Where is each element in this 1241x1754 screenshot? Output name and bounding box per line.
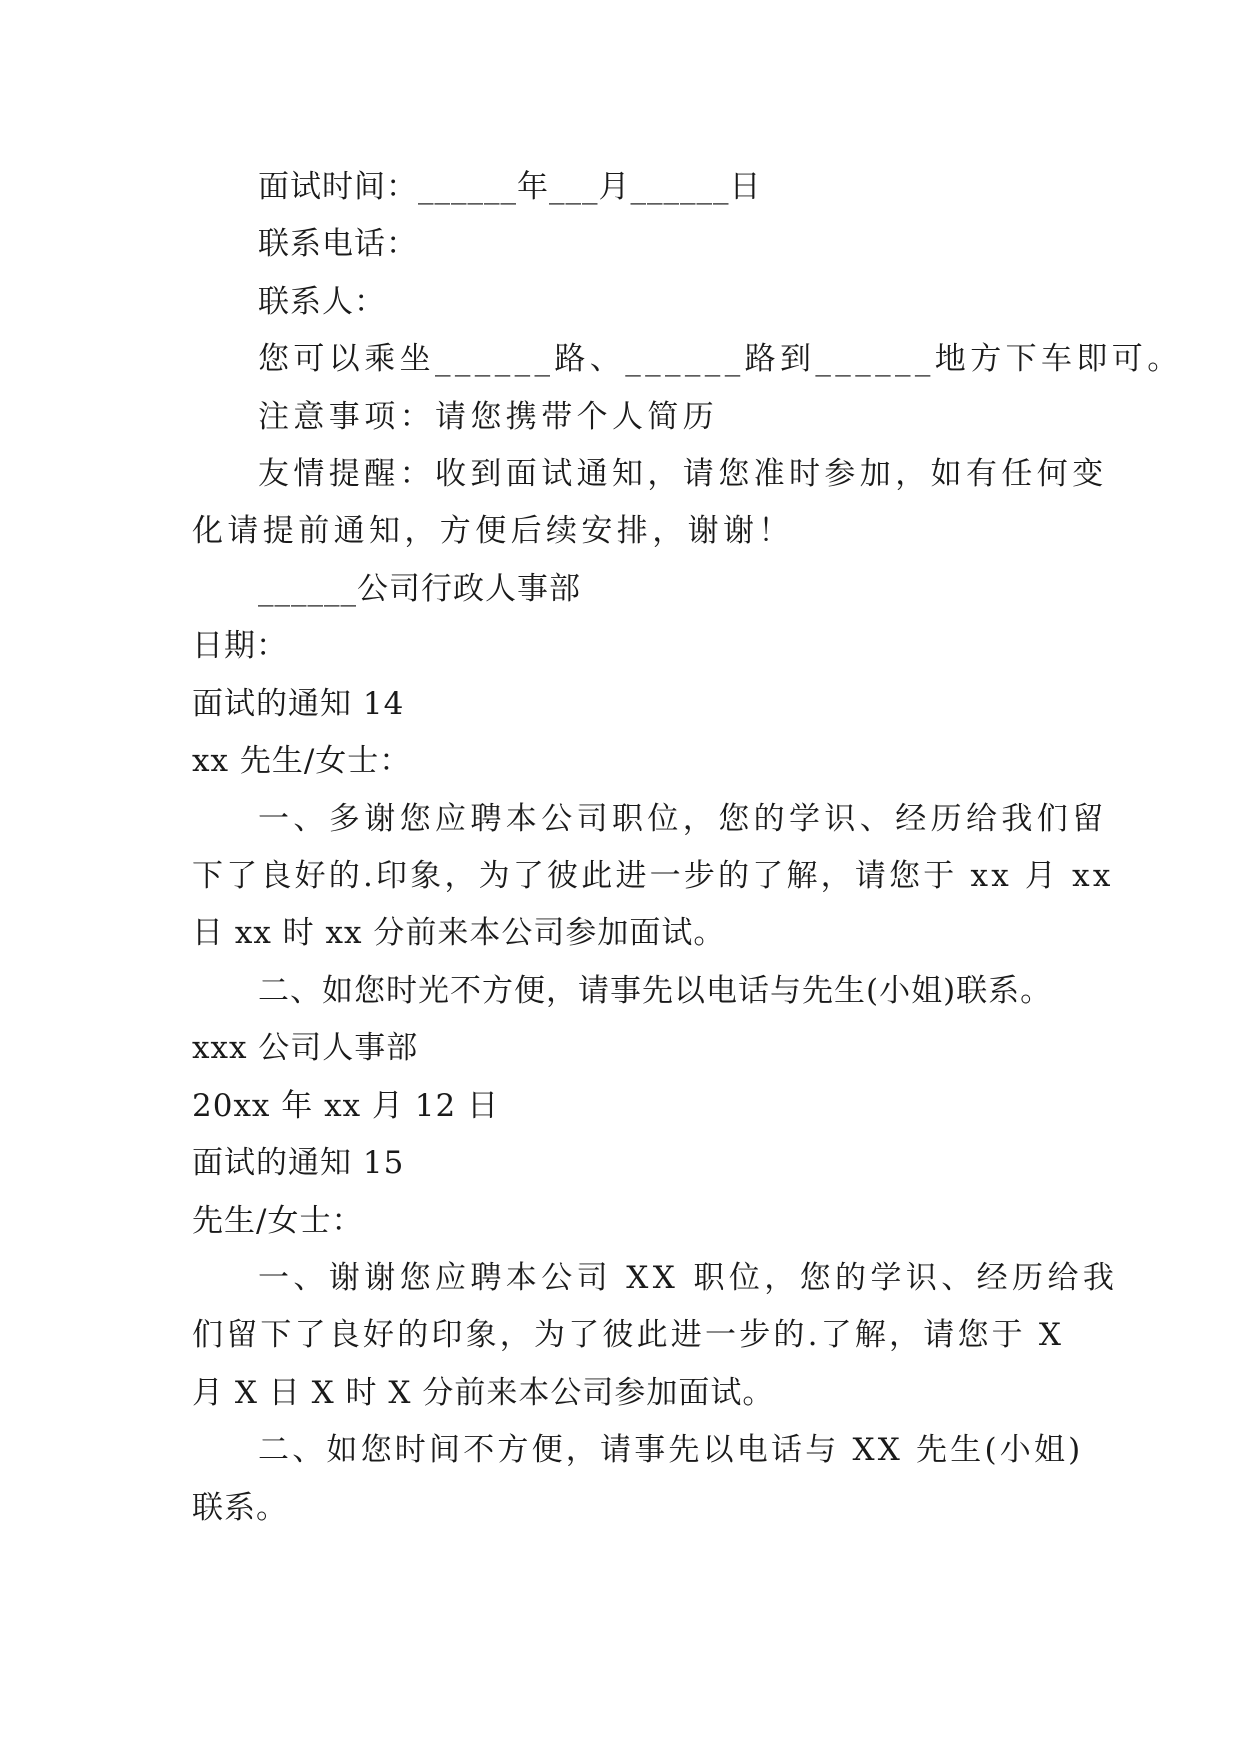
paragraph-14-2: 二、如您时光不方便，请事先以电话与先生(小姐)联系。 (258, 973, 1053, 1009)
reminder-line: 友情提醒：收到面试通知，请您准时参加，如有任何变 (258, 456, 1108, 492)
date-line: 日期： (192, 628, 288, 664)
paragraph-15-1-end: 月 X 日 X 时 X 分前来本公司参加面试。 (192, 1375, 775, 1411)
contact-phone-line: 联系电话： (258, 226, 418, 262)
notes-line: 注意事项：请您携带个人简历 (258, 399, 719, 435)
section-heading-14: 面试的通知 14 (192, 686, 405, 722)
paragraph-14-1: 一、多谢您应聘本公司职位，您的学识、经历给我们留 (258, 801, 1108, 837)
paragraph-15-2: 二、如您时间不方便，请事先以电话与 XX 先生(小姐) (258, 1432, 1084, 1468)
paragraph-15-2-end: 联系。 (192, 1490, 288, 1526)
contact-person-line: 联系人： (258, 284, 386, 320)
salutation-14: xx 先生/女士： (192, 743, 412, 779)
salutation-15: 先生/女士： (192, 1203, 364, 1239)
route-line: 您可以乘坐______路、______路到______地方下车即可。 (258, 341, 1183, 377)
date-14: 20xx 年 xx 月 12 日 (192, 1088, 500, 1124)
paragraph-14-1-end: 日 xx 时 xx 分前来本公司参加面试。 (192, 915, 726, 951)
paragraph-15-1: 一、谢谢您应聘本公司 XX 职位，您的学识、经历给我 (258, 1260, 1119, 1296)
section-heading-15: 面试的通知 15 (192, 1145, 405, 1181)
company-signature-14: xxx 公司人事部 (192, 1030, 419, 1066)
department-signature: ______公司行政人事部 (258, 571, 581, 607)
paragraph-15-1-continued: 们留下了良好的印象，为了彼此进一步的.了解，请您于 X (192, 1317, 1065, 1353)
interview-time-line: 面试时间：______年___月______日 (258, 169, 762, 205)
reminder-line-continued: 化请提前通知，方便后续安排，谢谢！ (192, 513, 794, 549)
paragraph-14-1-continued: 下了良好的.印象，为了彼此进一步的了解，请您于 xx 月 xx (192, 858, 1114, 894)
